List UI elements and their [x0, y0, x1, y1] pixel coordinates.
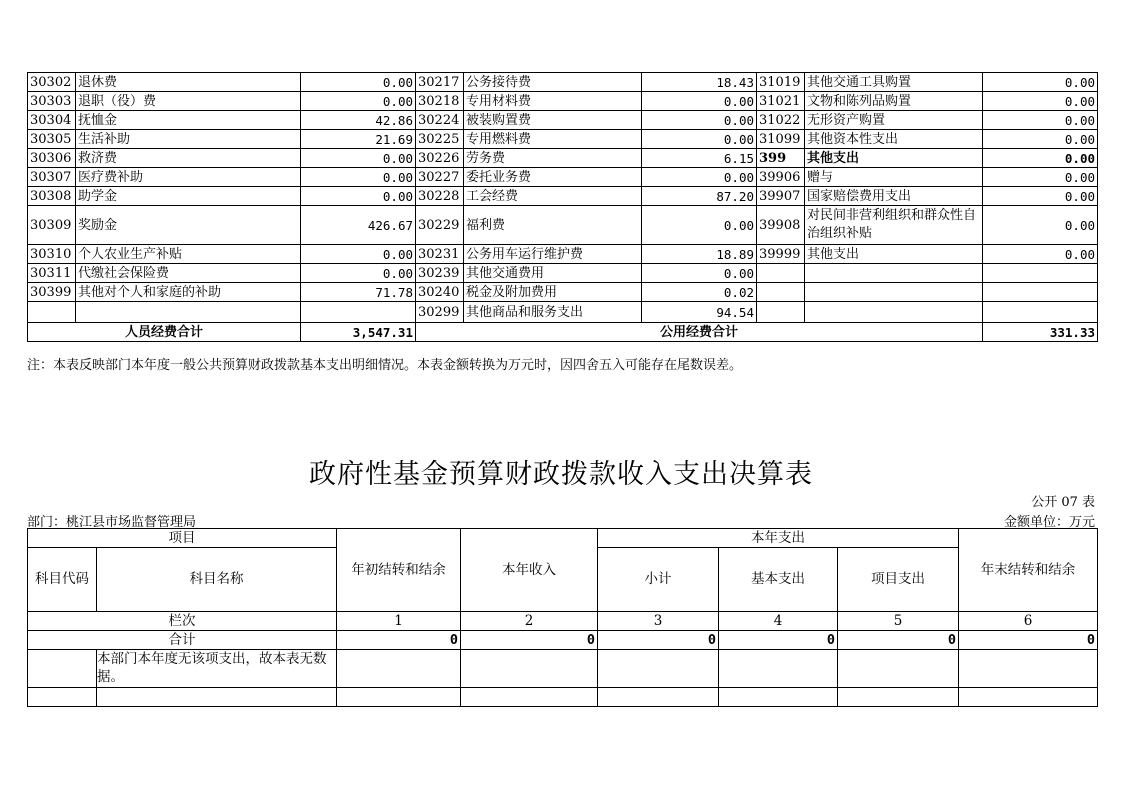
header-expenditure: 本年支出 [598, 529, 959, 548]
public-name: 工会经费 [464, 187, 642, 206]
header-project: 项目支出 [838, 548, 959, 612]
table-row [28, 245, 1098, 264]
public-amount: 0.00 [642, 92, 757, 111]
public-code: 30229 [416, 206, 464, 245]
personnel-amount [301, 302, 416, 323]
table-row [28, 168, 1098, 187]
other-amount: 0.00 [983, 206, 1098, 245]
public-total-value: 331.33 [983, 323, 1098, 342]
table-row [28, 149, 1098, 168]
personnel-amount: 71.78 [301, 283, 416, 302]
public-name: 其他商品和服务支出 [464, 302, 642, 323]
other-amount: 0.00 [983, 73, 1098, 92]
total-value: 0 [959, 631, 1098, 650]
other-name: 其他支出 [805, 245, 983, 264]
page-title: 政府性基金预算财政拨款收入支出决算表 [309, 459, 813, 490]
total-value: 0 [838, 631, 959, 650]
personnel-code: 30303 [28, 92, 76, 111]
personnel-amount: 0.00 [301, 149, 416, 168]
other-amount: 0.00 [983, 92, 1098, 111]
table-row [28, 92, 1098, 111]
other-name: 赠与 [805, 168, 983, 187]
personnel-code: 30304 [28, 111, 76, 130]
personnel-name: 奖励金 [76, 206, 301, 245]
public-code: 30228 [416, 187, 464, 206]
public-amount: 0.00 [642, 264, 757, 283]
table-row [28, 264, 1098, 283]
public-amount: 6.15 [642, 149, 757, 168]
header-begin-balance: 年初结转和结余 [337, 529, 461, 612]
public-code: 30217 [416, 73, 464, 92]
unit-label: 金额单位：万元 [1003, 515, 1095, 530]
total-value: 0 [461, 631, 598, 650]
public-amount: 0.00 [642, 168, 757, 187]
header-subject-name: 科目名称 [97, 548, 337, 612]
personnel-name: 生活补助 [76, 130, 301, 149]
other-amount: 0.00 [983, 149, 1098, 168]
other-code: 399 [757, 149, 805, 168]
column-number: 4 [719, 612, 838, 631]
department-label: 部门：桃江县市场监督管理局 [27, 515, 197, 530]
personnel-total-label: 人员经费合计 [28, 323, 301, 342]
public-code: 30226 [416, 149, 464, 168]
other-amount: 0.00 [983, 187, 1098, 206]
totals-row [28, 323, 1098, 342]
personnel-total-value: 3,547.31 [301, 323, 416, 342]
total-value: 0 [719, 631, 838, 650]
personnel-amount: 42.86 [301, 111, 416, 130]
public-amount: 18.43 [642, 73, 757, 92]
personnel-amount: 0.00 [301, 245, 416, 264]
table-row [28, 206, 1098, 245]
public-code: 30227 [416, 168, 464, 187]
public-amount: 0.00 [642, 111, 757, 130]
column-number: 6 [959, 612, 1098, 631]
public-code: 30225 [416, 130, 464, 149]
other-name: 无形资产购置 [805, 111, 983, 130]
other-code: 31099 [757, 130, 805, 149]
personnel-name: 退职（役）费 [76, 92, 301, 111]
other-name: 其他交通工具购置 [805, 73, 983, 92]
other-code: 39908 [757, 206, 805, 245]
other-code: 39999 [757, 245, 805, 264]
public-amount: 94.54 [642, 302, 757, 323]
public-amount: 0.00 [642, 130, 757, 149]
other-name [805, 283, 983, 302]
public-code: 30240 [416, 283, 464, 302]
table-row [28, 302, 1098, 323]
personnel-name: 退休费 [76, 73, 301, 92]
other-amount: 0.00 [983, 245, 1098, 264]
public-name: 公务接待费 [464, 73, 642, 92]
header-item: 项目 [28, 529, 337, 548]
public-amount: 18.89 [642, 245, 757, 264]
personnel-code: 30306 [28, 149, 76, 168]
header-basic: 基本支出 [719, 548, 838, 612]
personnel-name: 救济费 [76, 149, 301, 168]
public-code: 30218 [416, 92, 464, 111]
other-code: 39906 [757, 168, 805, 187]
basic-expenditure-detail-table [27, 72, 1098, 342]
public-name: 税金及附加费用 [464, 283, 642, 302]
other-amount [983, 283, 1098, 302]
header-end-balance: 年末结转和结余 [959, 529, 1098, 612]
public-name: 委托业务费 [464, 168, 642, 187]
personnel-amount: 0.00 [301, 264, 416, 283]
other-name: 其他支出 [805, 149, 983, 168]
personnel-code: 30307 [28, 168, 76, 187]
table-row [28, 187, 1098, 206]
personnel-name: 代缴社会保险费 [76, 264, 301, 283]
header-subject-code: 科目代码 [28, 548, 97, 612]
column-number: 5 [838, 612, 959, 631]
other-name: 对民间非营利组织和群众性自治组织补贴 [805, 206, 983, 245]
public-code: 30231 [416, 245, 464, 264]
public-name: 专用材料费 [464, 92, 642, 111]
personnel-code [28, 302, 76, 323]
personnel-code: 30310 [28, 245, 76, 264]
column-row-label: 栏次 [28, 612, 337, 631]
other-code [757, 283, 805, 302]
personnel-amount: 0.00 [301, 168, 416, 187]
public-code: 30299 [416, 302, 464, 323]
public-name: 福利费 [464, 206, 642, 245]
public-name: 劳务费 [464, 149, 642, 168]
other-name: 文物和陈列品购置 [805, 92, 983, 111]
personnel-code: 30311 [28, 264, 76, 283]
table-row [28, 111, 1098, 130]
other-name: 国家赔偿费用支出 [805, 187, 983, 206]
other-code [757, 264, 805, 283]
personnel-code: 30305 [28, 130, 76, 149]
other-code [757, 302, 805, 323]
personnel-code: 30399 [28, 283, 76, 302]
total-value: 0 [337, 631, 461, 650]
other-amount [983, 302, 1098, 323]
public-name: 被装购置费 [464, 111, 642, 130]
table-note: 注：本表反映部门本年度一般公共预算财政拨款基本支出明细情况。本表金额转换为万元时，因四舍五入可能存在尾数误差。 [27, 358, 743, 373]
other-amount: 0.00 [983, 111, 1098, 130]
header-subtotal: 小计 [598, 548, 719, 612]
personnel-name: 其他对个人和家庭的补助 [76, 283, 301, 302]
personnel-name: 助学金 [76, 187, 301, 206]
other-code: 31021 [757, 92, 805, 111]
column-number: 1 [337, 612, 461, 631]
public-name: 其他交通费用 [464, 264, 642, 283]
personnel-name: 抚恤金 [76, 111, 301, 130]
table-row [28, 283, 1098, 302]
total-value: 0 [598, 631, 719, 650]
table-row [28, 73, 1098, 92]
public-code: 30224 [416, 111, 464, 130]
personnel-code: 30308 [28, 187, 76, 206]
other-amount [983, 264, 1098, 283]
personnel-amount: 0.00 [301, 92, 416, 111]
personnel-code: 30309 [28, 206, 76, 245]
other-code: 31022 [757, 111, 805, 130]
other-amount: 0.00 [983, 168, 1098, 187]
public-name: 公务用车运行维护费 [464, 245, 642, 264]
personnel-name: 个人农业生产补贴 [76, 245, 301, 264]
table-row [28, 130, 1098, 149]
public-total-label: 公用经费合计 [416, 323, 983, 342]
column-number: 2 [461, 612, 598, 631]
other-amount: 0.00 [983, 130, 1098, 149]
personnel-amount: 0.00 [301, 73, 416, 92]
total-label: 合计 [28, 631, 337, 650]
other-name [805, 302, 983, 323]
public-code: 30239 [416, 264, 464, 283]
other-code: 39907 [757, 187, 805, 206]
column-number: 3 [598, 612, 719, 631]
public-name: 专用燃料费 [464, 130, 642, 149]
personnel-amount: 426.67 [301, 206, 416, 245]
personnel-amount: 21.69 [301, 130, 416, 149]
other-code: 31019 [757, 73, 805, 92]
public-amount: 0.02 [642, 283, 757, 302]
other-name [805, 264, 983, 283]
no-data-note: 本部门本年度无该项支出，故本表无数据。 [97, 650, 337, 688]
personnel-code: 30302 [28, 73, 76, 92]
personnel-name: 医疗费补助 [76, 168, 301, 187]
public-amount: 0.00 [642, 206, 757, 245]
header-income: 本年收入 [461, 529, 598, 612]
public-amount: 87.20 [642, 187, 757, 206]
table-code: 公开 07 表 [1031, 495, 1095, 510]
personnel-amount: 0.00 [301, 187, 416, 206]
government-fund-table [27, 528, 1098, 707]
other-name: 其他资本性支出 [805, 130, 983, 149]
personnel-name [76, 302, 301, 323]
